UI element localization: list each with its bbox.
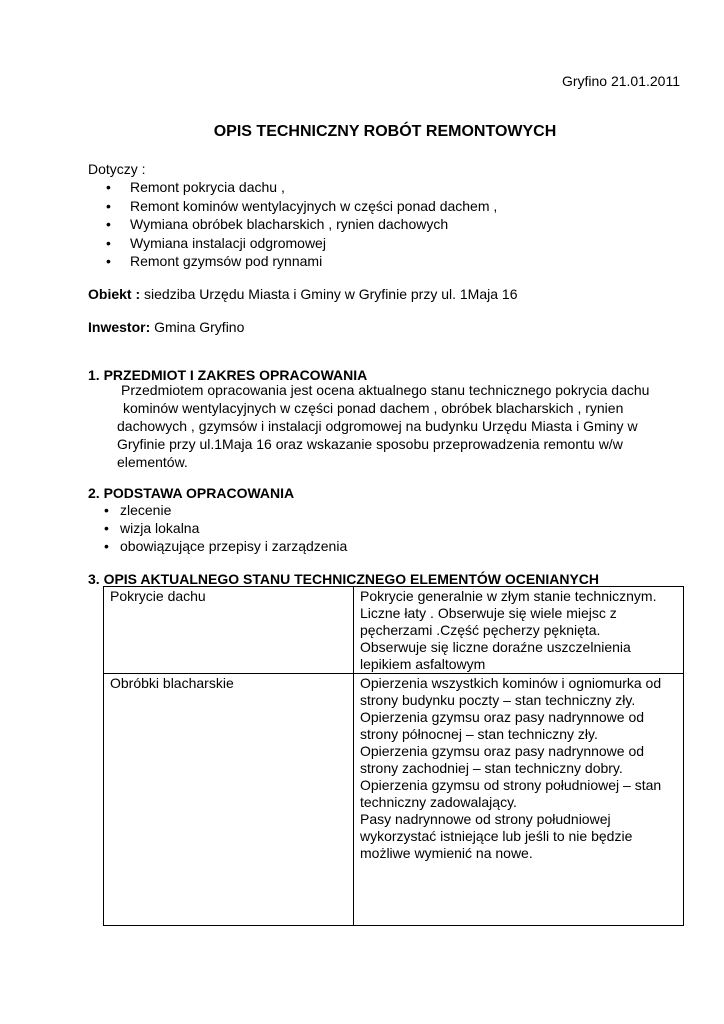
description-line: Opierzenia gzymsu od strony południowej – stan	[360, 777, 662, 793]
description-line: strony północnej – stan techniczny zły.	[360, 726, 598, 742]
investor-label: Inwestor:	[88, 319, 151, 335]
description-line: Pokrycie generalnie w złym stanie technicznym.	[360, 588, 657, 604]
section-3-heading: 3. OPIS AKTUALNEGO STANU TECHNICZNEGO ELEMENTÓW OCENIANYCH	[88, 571, 600, 587]
list-item: • Wymiana obróbek blacharskich , rynien dachowych	[106, 215, 497, 234]
description-line: Opierzenia wszystkich kominów i ogniomurka od	[360, 675, 662, 691]
paragraph-line: Przedmiotem opracowania jest ocena aktualnego stanu technicznego pokrycia dachu	[121, 382, 650, 398]
description-line: Obserwuje się liczne doraźne uszczelnienia	[360, 639, 631, 655]
table-row	[104, 674, 684, 926]
list-item: • wizja lokalna	[104, 519, 347, 537]
element-cell: Obróbki blacharskie	[104, 674, 354, 926]
description-line: lepikiem asfaltowym	[360, 656, 486, 672]
section-1-body	[117, 381, 687, 471]
object-label: Obiekt :	[88, 286, 141, 302]
investor-value: Gmina Gryfino	[150, 319, 245, 335]
element-cell: Pokrycie dachu	[104, 587, 354, 674]
concerns-label: Dotyczy :	[88, 161, 146, 177]
description-line: strony zachodniej – stan techniczny dobry.	[360, 760, 623, 776]
description-line: Opierzenia gzymsu oraz pasy nadrynnowe od	[360, 709, 645, 725]
document-date: Gryfino 21.01.2011	[561, 73, 680, 89]
section-1-heading: 1. PRZEDMIOT I ZAKRES OPRACOWANIA	[88, 367, 368, 383]
paragraph-line: dachowych , gzymsów i instalacji odgromowej na budynku Urzędu Miasta i Gminy w	[117, 418, 638, 434]
list-item: • obowiązujące przepisy i zarządzenia	[104, 537, 347, 555]
list-item: • Remont pokrycia dachu ,	[106, 178, 497, 197]
description-cell	[354, 674, 684, 926]
document-title: OPIS TECHNICZNY ROBÓT REMONTOWYCH	[213, 123, 557, 140]
paragraph-line: Gryfinie przy ul.1Maja 16 oraz wskazanie sposobu przeprowadzenia remontu w/w	[117, 436, 623, 452]
description-line: możliwe wymienić na nowe.	[360, 845, 533, 861]
concerns-list	[106, 178, 497, 271]
object-value: siedziba Urzędu Miasta i Gminy w Gryfinie przy ul. 1Maja 16	[140, 286, 518, 302]
basis-list	[104, 501, 347, 555]
description-cell	[354, 587, 684, 674]
list-item: • Wymiana instalacji odgromowej	[106, 234, 497, 253]
description-line: Opierzenia gzymsu oraz pasy nadrynnowe od	[360, 743, 645, 759]
list-item: • Remont gzymsów pod rynnami	[106, 252, 497, 271]
table-row	[104, 587, 684, 674]
condition-table	[103, 586, 684, 926]
object-line	[88, 285, 517, 303]
list-item: • zlecenie	[104, 501, 347, 519]
paragraph-line: elementów.	[117, 454, 188, 470]
section-2-heading: 2. PODSTAWA OPRACOWANIA	[88, 485, 295, 501]
description-line: techniczny zadowalający.	[360, 794, 517, 810]
description-line: pęcherzami .Część pęcherzy pęknięta.	[360, 622, 601, 638]
description-line: wykorzystać istniejące lub jeśli to nie będzie	[360, 828, 633, 844]
description-line: Pasy nadrynnowe od strony południowej	[360, 811, 611, 827]
paragraph-line: kominów wentylacyjnych w części ponad dachem , obróbek blacharskich , rynien	[123, 400, 624, 416]
description-line: strony budynku poczty – stan techniczny zły.	[360, 692, 636, 708]
description-line: Liczne łaty . Obserwuje się wiele miejsc z	[360, 605, 617, 621]
list-item: • Remont kominów wentylacyjnych w części ponad dachem ,	[106, 197, 497, 216]
investor-line	[88, 318, 244, 336]
